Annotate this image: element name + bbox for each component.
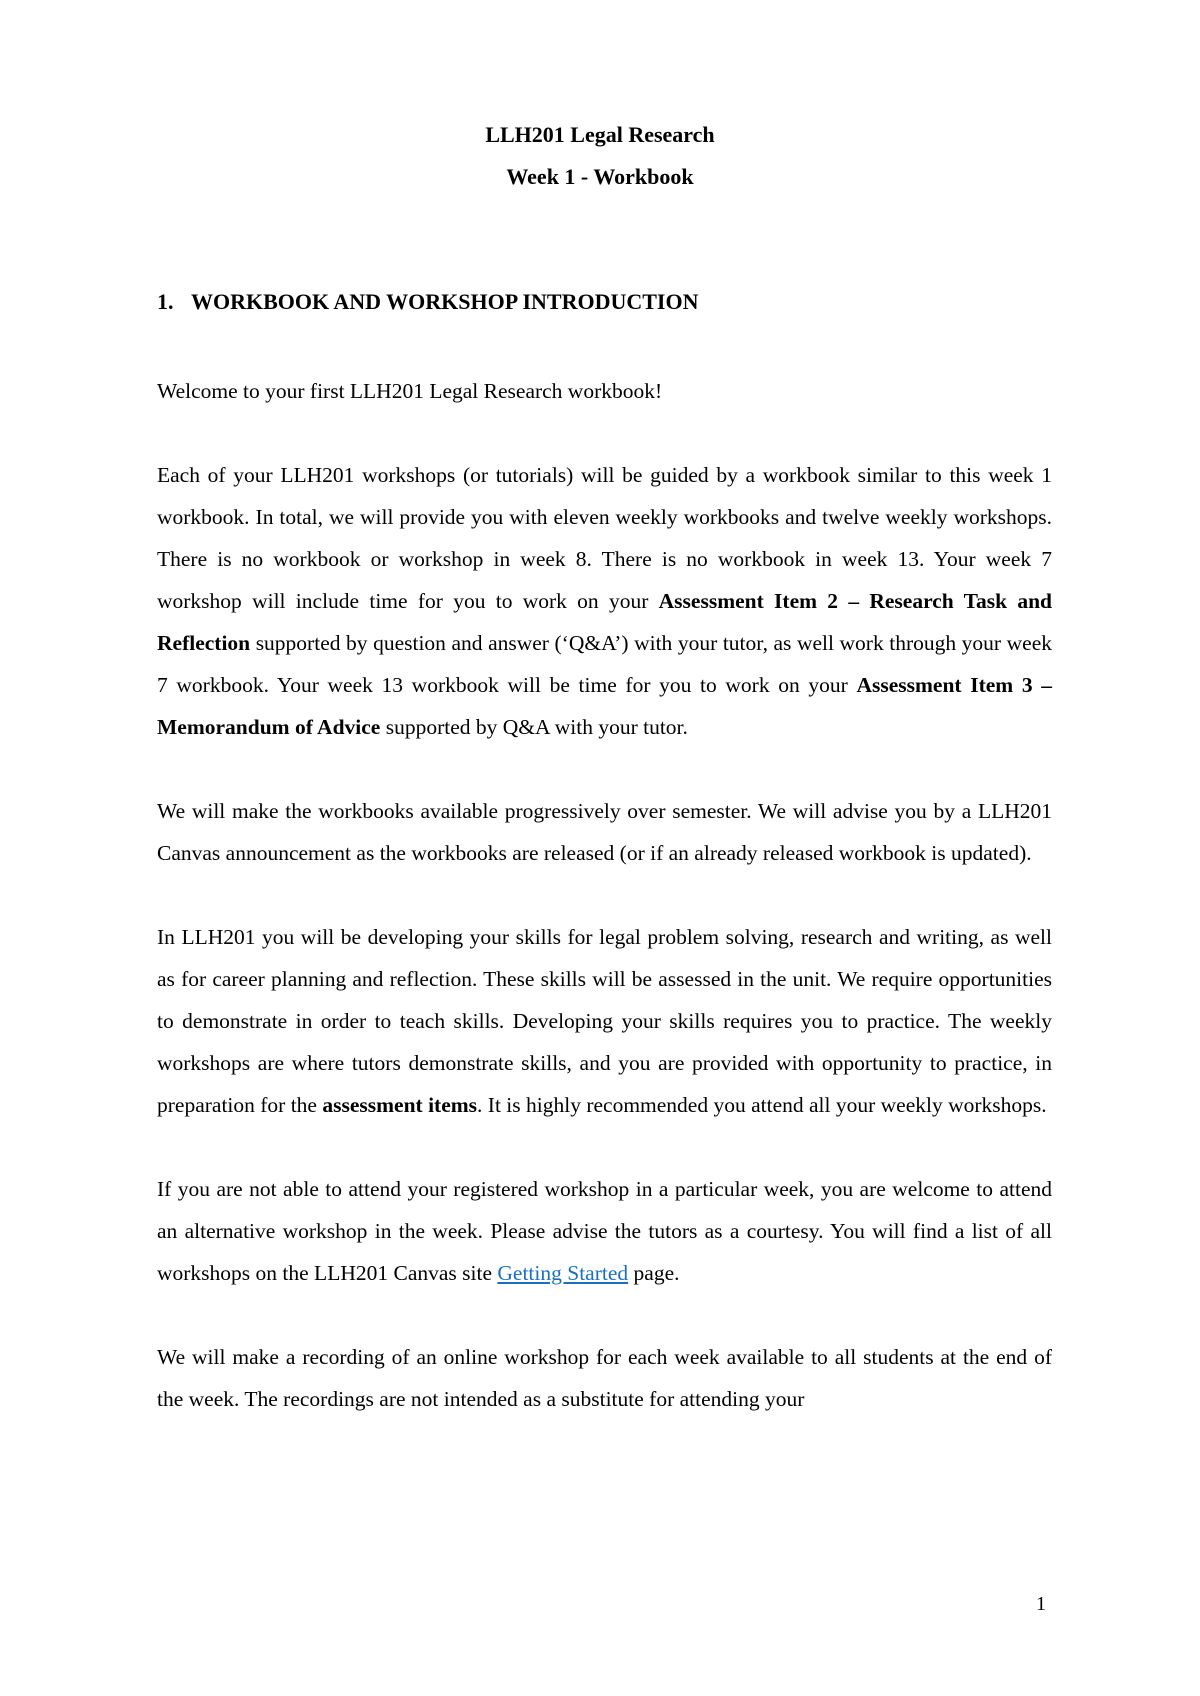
section-heading-text: WORKBOOK AND WORKSHOP INTRODUCTION (191, 289, 699, 314)
getting-started-link[interactable]: Getting Started (497, 1261, 629, 1285)
paragraph-text: . It is highly recommended you attend all your weekly workshops. (477, 1093, 1047, 1117)
document-body (157, 370, 1052, 1462)
document-title: LLH201 Legal Research (485, 122, 715, 147)
bold-text-assessment-2: Assessment Item 2 – Research Task and Reflection (157, 589, 1053, 655)
document-subtitle: Week 1 - Workbook (506, 164, 694, 189)
paragraph-workshops (157, 454, 1052, 748)
paragraph-text: In LLH201 you will be developing your skills for legal problem solving, research and writing, as well as for career planning and reflection. These skills will be assessed in the unit. We require opportunities to demonstrate in order to teach skills. Developing your skills requires you to practice. The weekly workshops are where tutors demonstrate skills, and you are provided with opportunity to practice, in preparation for the (157, 925, 1052, 1117)
paragraph-text: supported by Q&A with your tutor. (380, 715, 688, 739)
paragraph-availability: We will make the workbooks available progressively over semester. We will advise you by a LLH201 Canvas announcement as the workbooks are released (or if an already released workbook is updated). (157, 799, 1052, 865)
paragraph-skills (157, 916, 1052, 1126)
paragraph-recording: We will make a recording of an online workshop for each week available to all students at the end of the week. The recordings are not intended as a substitute for attending your (157, 1345, 1052, 1411)
paragraph-welcome: Welcome to your first LLH201 Legal Research workbook! (157, 379, 663, 403)
paragraph-text: page. (628, 1261, 680, 1285)
bold-text-assessment-3: Assessment Item 3 – Memorandum of Advice (157, 673, 1052, 739)
bold-text-assessment-items: assessment items (322, 1093, 478, 1117)
page-number: 1 (1036, 1593, 1046, 1615)
section-number: 1. (157, 289, 174, 314)
paragraph-alternative (157, 1168, 1052, 1294)
paragraph-text: supported by question and answer (‘Q&A’) with your tutor, as well work through your week 7 workbook. Your week 13 workbook will be time for you to work on your (157, 631, 1052, 697)
paragraph-text: Each of your LLH201 workshops (or tutorials) will be guided by a workbook similar to this week 1 workbook. In total, we will provide you with eleven weekly workbooks and twelve weekly workshops. There is no workbook or workshop in week 8. There is no workbook in week 13. Your week 7 workshop will include time for you to work on your (157, 463, 1052, 613)
paragraph-text: If you are not able to attend your registered workshop in a particular week, you are welcome to attend an alternative workshop in the week. Please advise the tutors as a courtesy. You will find a list of all workshops on the LLH201 Canvas site (157, 1177, 1052, 1285)
section-heading (157, 289, 699, 315)
